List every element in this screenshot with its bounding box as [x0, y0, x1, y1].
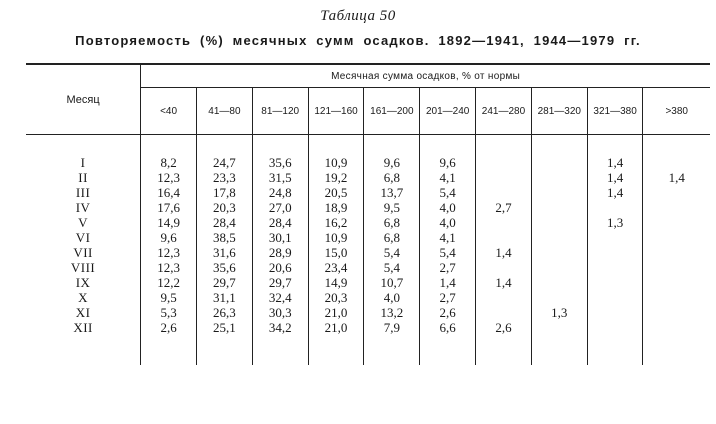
- spacer-cell: [420, 335, 476, 365]
- value-cell: [476, 305, 532, 320]
- value-cell: 19,2: [308, 170, 364, 185]
- value-cell: 12,3: [141, 170, 197, 185]
- value-cell: 12,2: [141, 275, 197, 290]
- spacer-cell: [252, 135, 308, 156]
- value-cell: 20,3: [308, 290, 364, 305]
- value-cell: [587, 260, 643, 275]
- value-cell: [531, 185, 587, 200]
- value-cell: [643, 200, 710, 215]
- table-row: [26, 155, 710, 170]
- value-cell: 6,8: [364, 230, 420, 245]
- month-cell: I: [26, 155, 141, 170]
- value-cell: 1,4: [668, 170, 685, 185]
- value-cell: [643, 320, 710, 335]
- value-cell: 17,8: [196, 185, 252, 200]
- value-cell: 6,6: [420, 320, 476, 335]
- value-cell: [476, 215, 532, 230]
- spacer-cell: [643, 135, 710, 156]
- value-cell: 8,2: [141, 155, 197, 170]
- value-cell: [587, 320, 643, 335]
- value-cell: 5,4: [420, 185, 476, 200]
- range-header: 241—280: [476, 88, 532, 135]
- value-cell: [643, 275, 710, 290]
- spacer-cell: [364, 335, 420, 365]
- table-row: [26, 305, 710, 320]
- value-cell: 30,1: [252, 230, 308, 245]
- table-row: [26, 245, 710, 260]
- spacer-cell: [308, 135, 364, 156]
- month-cell: VIII: [26, 260, 141, 275]
- value-cell: [476, 230, 532, 245]
- range-header: 201—240: [420, 88, 476, 135]
- value-cell: [531, 155, 587, 170]
- spacer-cell: [252, 335, 308, 365]
- value-cell: 5,4: [420, 245, 476, 260]
- spacer-cell: [643, 335, 710, 365]
- value-cell: 9,5: [364, 200, 420, 215]
- value-cell: 35,6: [252, 155, 308, 170]
- value-cell: [531, 245, 587, 260]
- value-cell: 2,6: [141, 320, 197, 335]
- value-cell: 10,9: [308, 230, 364, 245]
- value-cell: 16,4: [141, 185, 197, 200]
- table-row: [26, 215, 710, 230]
- value-cell: 6,8: [364, 170, 420, 185]
- value-cell: 20,5: [308, 185, 364, 200]
- value-cell: [531, 290, 587, 305]
- value-cell: 1,4: [476, 275, 532, 290]
- value-cell: 31,5: [252, 170, 308, 185]
- value-cell: [531, 230, 587, 245]
- value-cell: 9,6: [364, 155, 420, 170]
- month-cell: III: [26, 185, 141, 200]
- value-cell: [643, 155, 710, 170]
- value-cell: [587, 200, 643, 215]
- month-cell: XII: [26, 320, 141, 335]
- value-cell: 21,0: [308, 305, 364, 320]
- value-cell: [531, 200, 587, 215]
- value-cell: [643, 185, 710, 200]
- value-cell: 2,6: [420, 305, 476, 320]
- value-cell: 21,0: [308, 320, 364, 335]
- value-cell: 5,3: [141, 305, 197, 320]
- value-cell: [643, 245, 710, 260]
- spacer-cell: [141, 135, 197, 156]
- value-cell: 28,4: [196, 215, 252, 230]
- value-cell: 1,4: [587, 170, 643, 185]
- table-row: [26, 275, 710, 290]
- range-header: 161—200: [364, 88, 420, 135]
- value-cell: 1,4: [476, 245, 532, 260]
- value-cell: 13,7: [364, 185, 420, 200]
- value-cell: 24,7: [196, 155, 252, 170]
- spacer-cell: [364, 135, 420, 156]
- value-cell: 7,9: [364, 320, 420, 335]
- value-cell: 2,6: [476, 320, 532, 335]
- value-cell: 31,6: [196, 245, 252, 260]
- value-cell: 5,4: [364, 245, 420, 260]
- value-cell: 2,7: [420, 290, 476, 305]
- value-cell: [531, 275, 587, 290]
- precipitation-table: [26, 63, 710, 365]
- value-cell: [587, 275, 643, 290]
- value-cell: 30,3: [252, 305, 308, 320]
- month-cell: IX: [26, 275, 141, 290]
- value-cell: 4,0: [420, 215, 476, 230]
- spacer-cell: [420, 135, 476, 156]
- value-cell: [531, 320, 587, 335]
- value-cell: 9,6: [141, 230, 197, 245]
- spacer-cell: [308, 335, 364, 365]
- spacer-cell: [196, 335, 252, 365]
- value-cell: [643, 290, 710, 305]
- month-cell: XI: [26, 305, 141, 320]
- value-cell: 9,5: [141, 290, 197, 305]
- value-cell: 12,3: [141, 245, 197, 260]
- value-cell: 27,0: [252, 200, 308, 215]
- value-cell: 32,4: [252, 290, 308, 305]
- range-header: 321—380: [587, 88, 643, 135]
- value-cell: 13,2: [364, 305, 420, 320]
- group-header: Месячная сумма осадков, % от нормы: [141, 64, 710, 88]
- value-cell: [476, 185, 532, 200]
- spacer-cell: [587, 335, 643, 365]
- range-header: 281—320: [531, 88, 587, 135]
- value-cell: 34,2: [252, 320, 308, 335]
- value-cell: 4,0: [420, 200, 476, 215]
- value-cell: [476, 290, 532, 305]
- value-cell: 23,3: [196, 170, 252, 185]
- month-column-header: Месяц: [26, 64, 141, 135]
- value-cell: [643, 215, 710, 230]
- value-cell: 29,7: [252, 275, 308, 290]
- value-cell: [643, 260, 710, 275]
- value-cell: 15,0: [308, 245, 364, 260]
- value-cell: 20,6: [252, 260, 308, 275]
- value-cell: 17,6: [141, 200, 197, 215]
- value-cell: [587, 245, 643, 260]
- spacer-cell: [196, 135, 252, 156]
- value-cell: 26,3: [196, 305, 252, 320]
- month-cell: VII: [26, 245, 141, 260]
- value-cell: [587, 230, 643, 245]
- value-cell: 16,2: [308, 215, 364, 230]
- spacer-cell: [26, 135, 141, 156]
- range-header: 121—160: [308, 88, 364, 135]
- value-cell: 1,4: [420, 275, 476, 290]
- value-cell: 24,8: [252, 185, 308, 200]
- table-row: [26, 200, 710, 215]
- value-cell: 23,4: [308, 260, 364, 275]
- value-cell: 35,6: [196, 260, 252, 275]
- value-cell: [531, 170, 587, 185]
- value-cell: [643, 230, 710, 245]
- month-cell: X: [26, 290, 141, 305]
- value-cell: 4,1: [420, 170, 476, 185]
- value-cell: 4,0: [364, 290, 420, 305]
- month-cell: II: [26, 170, 141, 185]
- range-header: <40: [141, 88, 197, 135]
- value-cell: 5,4: [364, 260, 420, 275]
- table-row: [26, 320, 710, 335]
- table-row: [26, 185, 710, 200]
- spacer-cell: [531, 135, 587, 156]
- spacer-row: [26, 335, 710, 365]
- value-cell: 31,1: [196, 290, 252, 305]
- value-cell: [587, 290, 643, 305]
- value-cell: 10,7: [364, 275, 420, 290]
- table-body: [26, 135, 710, 366]
- spacer-row: [26, 135, 710, 156]
- table-caption: Таблица 50: [320, 8, 396, 24]
- month-cell: VI: [26, 230, 141, 245]
- value-cell: [476, 260, 532, 275]
- value-cell: 28,4: [252, 215, 308, 230]
- spacer-cell: [476, 335, 532, 365]
- spacer-cell: [476, 135, 532, 156]
- range-header: 41—80: [196, 88, 252, 135]
- value-cell: [643, 305, 710, 320]
- value-cell: 38,5: [196, 230, 252, 245]
- value-cell: [587, 305, 643, 320]
- table-row: [26, 170, 710, 185]
- table-row: [26, 260, 710, 275]
- value-cell: 1,3: [531, 305, 587, 320]
- value-cell: 1,4: [587, 155, 643, 170]
- value-cell: 1,4: [587, 185, 643, 200]
- value-cell: [531, 260, 587, 275]
- month-cell: V: [26, 215, 141, 230]
- value-cell: 2,7: [476, 200, 532, 215]
- spacer-cell: [141, 335, 197, 365]
- value-cell: 14,9: [308, 275, 364, 290]
- value-cell: 28,9: [252, 245, 308, 260]
- value-cell: 2,7: [420, 260, 476, 275]
- range-header: >380: [643, 88, 710, 135]
- table-row: [26, 290, 710, 305]
- month-cell: IV: [26, 200, 141, 215]
- value-cell: 9,6: [420, 155, 476, 170]
- value-cell: 4,1: [420, 230, 476, 245]
- value-cell: 6,8: [364, 215, 420, 230]
- value-cell: [531, 215, 587, 230]
- table-title: Повторяемость (%) месячных сумм осадков. 1892—1941, 1944—1979 гг.: [75, 33, 641, 48]
- value-cell: [476, 155, 532, 170]
- value-cell: 10,9: [308, 155, 364, 170]
- value-cell: 18,9: [308, 200, 364, 215]
- spacer-cell: [26, 335, 141, 365]
- spacer-cell: [587, 135, 643, 156]
- table-row: [26, 230, 710, 245]
- value-cell: 14,9: [141, 215, 197, 230]
- spacer-cell: [531, 335, 587, 365]
- value-cell: 20,3: [196, 200, 252, 215]
- range-header: 81—120: [252, 88, 308, 135]
- value-cell: [476, 170, 532, 185]
- value-cell: 1,3: [587, 215, 643, 230]
- value-cell: 29,7: [196, 275, 252, 290]
- value-cell: 25,1: [196, 320, 252, 335]
- value-cell: 12,3: [141, 260, 197, 275]
